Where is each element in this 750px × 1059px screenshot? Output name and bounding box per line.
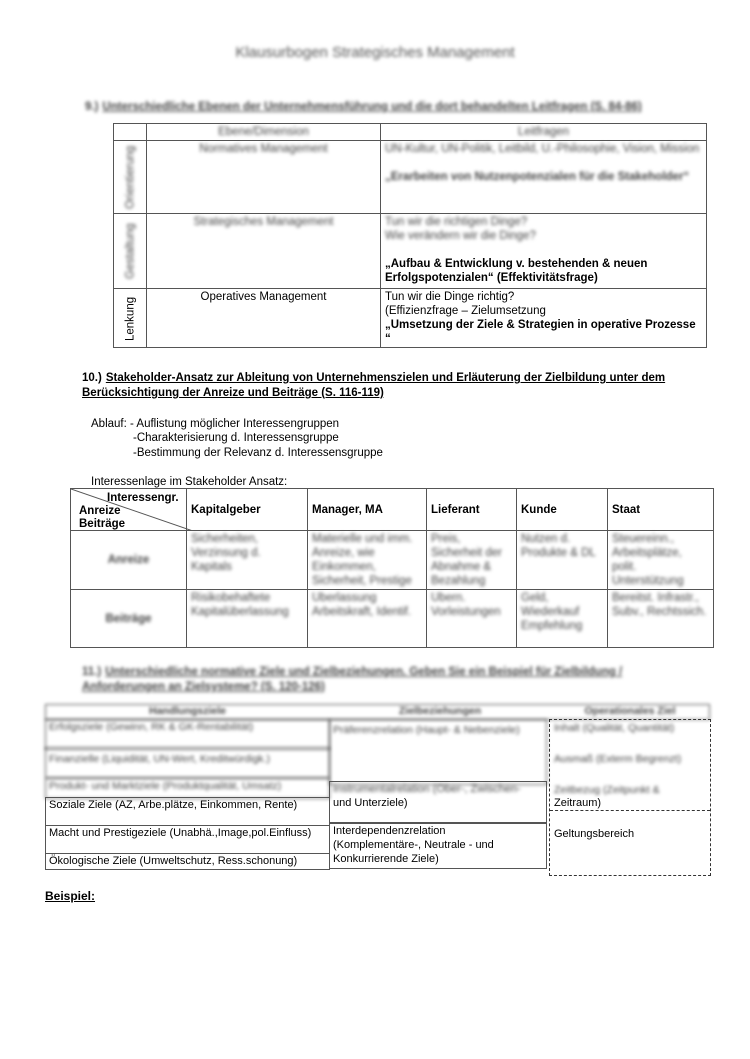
q11-col3 bbox=[549, 719, 711, 876]
q11-rel-2b: und Unterziele) bbox=[333, 797, 408, 809]
q9-strategisch-bold: „Aufbau & Entwicklung v. bestehenden & neuen Erfolgspotenzialen“ (Effektivitätsfrage) bbox=[385, 258, 648, 284]
q11-op-4: Geltungsbereich bbox=[554, 828, 635, 840]
q9-col2-header: Leitfragen bbox=[381, 124, 707, 141]
q10-corner-top: Interessengr. bbox=[107, 492, 179, 504]
q11-rel-1: Präferenzrelation (Haupt- & Nebenziele) bbox=[329, 719, 547, 785]
q11-heading-text: Unterschiedliche normative Ziele und Zielbeziehungen. Geben Sie ein Beispiel für Zielbildung / Anforderungen an Zielsysteme? (S. 120-126) bbox=[82, 666, 623, 693]
q10-col-manager: Manager, MA bbox=[308, 489, 427, 531]
q10-stakeholder-table bbox=[70, 488, 714, 648]
q9-side-lenkung: Lenkung bbox=[114, 289, 147, 348]
q9-operativ-bold: „Umsetzung der Ziele & Strategien in operative Prozesse “ bbox=[385, 319, 696, 345]
q11-col2 bbox=[329, 719, 545, 869]
q9-ebene-normativ: Normatives Management bbox=[147, 141, 381, 214]
q10-col-kunde: Kunde bbox=[517, 489, 608, 531]
q11-col2-header: Zielbeziehungen bbox=[398, 705, 482, 717]
q11-rel-3-box bbox=[329, 823, 547, 869]
q10-number: 10.) bbox=[82, 372, 102, 384]
q10-ablauf-item-3: -Bestimmung der Relevanz d. Interessensgruppe bbox=[133, 447, 383, 459]
q9-strategisch-line2: Wie verändern wir die Dinge? bbox=[385, 230, 536, 242]
q11-rel-3b: (Komplementäre-, Neutrale - und bbox=[333, 839, 494, 851]
q10-anreize-staat: Steuereinn., Arbeitsplätze, polit. Unterstützung bbox=[608, 531, 714, 590]
q9-normativ-line2 bbox=[385, 156, 702, 170]
q11-op-2: Ausmaß (Exterm Begrenzt) bbox=[554, 753, 682, 765]
q9-ebene-operativ: Operatives Management bbox=[147, 289, 381, 348]
q10-ablauf-item-1: - Auflistung möglicher Interessengruppen bbox=[130, 418, 340, 430]
q11-op-3: Zeitbezug (Zeitpunkt & bbox=[554, 784, 660, 796]
q10-row-anreize-label: Anreize bbox=[71, 531, 187, 590]
q9-leitfrage-normativ bbox=[381, 141, 707, 214]
q9-side-gestaltung-text: Gestaltung bbox=[124, 223, 136, 279]
q11-op-1: Inhalt (Qualität, Quantität) bbox=[554, 722, 675, 734]
q11-col1 bbox=[45, 719, 328, 869]
q11-rel-2a: Instrumentalrelation (Ober-, Zwischen- bbox=[333, 783, 521, 795]
q11-rel-3c: Konkurrierende Ziele) bbox=[333, 853, 439, 865]
q11-op-3b: Zeitraum) bbox=[554, 797, 602, 809]
q10-heading bbox=[82, 371, 702, 401]
q11-goal-2: Finanzielle (Liquidität, UN-Wert, Kreditwürdigk.) bbox=[45, 747, 330, 778]
beispiel-text: Beispiel: bbox=[45, 889, 96, 903]
q9-col1-header: Ebene/Dimension bbox=[147, 124, 381, 141]
q10-col-lieferant: Lieferant bbox=[427, 489, 517, 531]
q11-goal-3: Produkt- und Marktziele (Produktqualität, Umsatz) bbox=[45, 778, 330, 799]
q10-interessenlage: Interessenlage im Stakeholder Ansatz: bbox=[91, 476, 288, 488]
q11-header-row bbox=[45, 704, 710, 720]
q9-operativ-line2: (Effizienzfrage – Zielumsetzung bbox=[385, 305, 546, 317]
q9-normativ-line1: UN-Kultur, UN-Politik, Leitbild, U.-Philosophie, Vision, Mission bbox=[385, 143, 700, 155]
q9-number: 9.) bbox=[85, 101, 99, 113]
q11-heading bbox=[82, 665, 702, 695]
q10-corner-cell bbox=[71, 489, 187, 531]
q11-col1-header: Handlungsziele bbox=[148, 705, 226, 717]
q9-ebene-strategisch: Strategisches Management bbox=[147, 214, 381, 289]
q11-col3-header: Operationales Ziel bbox=[584, 705, 676, 717]
q9-side-gestaltung bbox=[114, 214, 147, 289]
q11-rel-3a: Interdependenzrelation bbox=[333, 825, 446, 837]
q11-number: 11.) bbox=[82, 666, 102, 678]
q11-rel-2-box bbox=[329, 781, 547, 823]
q10-ablauf-label: Ablauf: bbox=[91, 418, 127, 430]
q10-heading-text: Stakeholder-Ansatz zur Ableitung von Unternehmenszielen und Erläuterung der Zielbildung unter dem Berücksichtigung der Anreize und Beiträge (S. 116-119) bbox=[82, 372, 666, 399]
q10-beitraege-lieferant: Übern. Vorleistungen bbox=[427, 590, 517, 648]
q10-anreize-manager: Materielle und imm. Anreize, wie Einkommen, Sicherheit, Prestige bbox=[308, 531, 427, 590]
q9-normativ-bold: „Erarbeiten von Nutzenpotenzialen für die Stakeholder“ bbox=[385, 171, 690, 183]
q10-ablauf-item-2: -Charakterisierung d. Interessensgruppe bbox=[133, 432, 339, 444]
q11-op-divider bbox=[550, 810, 710, 811]
q10-beitraege-kunde: Geld, Wiederkauf Empfehlung bbox=[517, 590, 608, 648]
q10-col-staat: Staat bbox=[608, 489, 714, 531]
q9-leitfrage-strategisch bbox=[381, 214, 707, 289]
q10-anreize-lieferant: Preis, Sicherheit der Abnahme & Bezahlung bbox=[427, 531, 517, 590]
q11-goal-6: Ökologische Ziele (Umweltschutz, Ress.schonung) bbox=[45, 853, 330, 870]
q10-corner-bot: Beiträge bbox=[79, 518, 126, 530]
q10-beitraege-kapitalgeber: Risikobehaftete Kapitalüberlassung bbox=[187, 590, 308, 648]
q10-col-kapitalgeber: Kapitalgeber bbox=[187, 489, 308, 531]
q9-side-orientierung: Orientierung bbox=[114, 141, 147, 214]
q10-ablauf bbox=[91, 417, 339, 432]
beispiel-label bbox=[45, 889, 95, 904]
q10-anreize-kunde: Nutzen d. Produkte & DL bbox=[517, 531, 608, 590]
page-title: Klausurbogen Strategisches Management bbox=[235, 44, 515, 61]
q9-heading-text: Unterschiedliche Ebenen der Unternehmensführung und die dort behandelten Leitfragen (S. 84-86) bbox=[102, 101, 642, 113]
q11-goal-5: Macht und Prestigeziele (Unabhä.,Image,pol.Einfluss) bbox=[45, 825, 330, 854]
q9-leitfrage-operativ bbox=[381, 289, 707, 348]
q9-heading bbox=[85, 100, 705, 115]
q10-anreize-kapitalgeber: Sicherheiten, Verzinsung d. Kapitals bbox=[187, 531, 308, 590]
q11-goal-1: Erfolgsziele (Gewinn, RK & GK-Rentabilität) bbox=[45, 719, 330, 750]
q10-beitraege-manager: Überlassung Arbeitskraft, Identif. bbox=[308, 590, 427, 648]
q9-table bbox=[113, 123, 707, 348]
q9-strategisch-line1: Tun wir die richtigen Dinge? bbox=[385, 216, 528, 228]
q10-corner-mid: Anreize bbox=[79, 505, 121, 517]
q9-corner bbox=[114, 124, 147, 141]
q10-beitraege-staat: Bereitst. Infrastr., Subv., Rechtssich. bbox=[608, 590, 714, 648]
q11-goal-4: Soziale Ziele (AZ, Arbe.plätze, Einkommen, Rente) bbox=[45, 797, 330, 826]
q9-operativ-line1: Tun wir die Dinge richtig? bbox=[385, 291, 515, 303]
q10-row-beitraege-label: Beiträge bbox=[71, 590, 187, 648]
